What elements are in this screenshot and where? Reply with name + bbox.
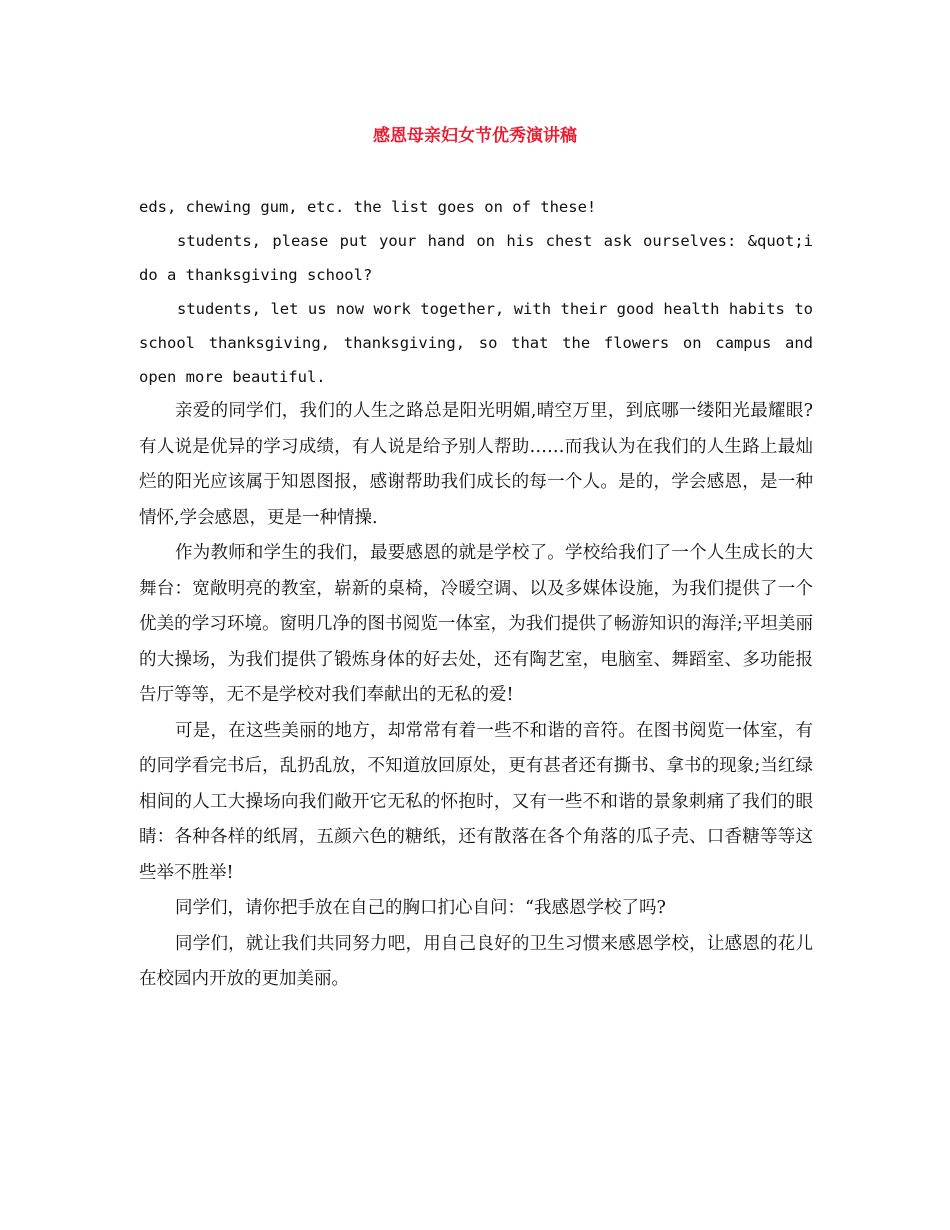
paragraph-english-2: students, please put your hand on his chest ask ourselves: &quot;i do a thanksgiving school? (139, 232, 813, 284)
paragraph-chinese-5: 同学们，就让我们共同努力吧，用自己良好的卫生习惯来感恩学校，让感恩的花儿在校园内开放的更加美丽。 (139, 933, 813, 989)
document-body (139, 190, 813, 998)
paragraph-chinese-4: 同学们，请你把手放在自己的胸口扪心自问：“我感恩学校了吗? (175, 898, 666, 918)
paragraph-english-3: students, let us now work together, with their good health habits to school thanksgiving, thanksgiving, so that the flowers on campus and open more beautiful. (139, 300, 813, 386)
paragraph-english-1: eds, chewing gum, etc. the list goes on of these! (139, 198, 597, 216)
paragraph-chinese-3: 可是，在这些美丽的地方，却常常有着一些不和谐的音符。在图书阅览一体室，有的同学看完书后，乱扔乱放，不知道放回原处，更有甚者还有撕书、拿书的现象;当红绿相间的人工大操场向我们敞开它无私的怀抱时，又有一些不和谐的景象刺痛了我们的眼睛：各种各样的纸屑，五颜六色的糖纸，还有散落在各个角落的瓜子壳、口香糖等等这些举不胜举! (139, 720, 813, 883)
paragraph-chinese-2: 作为教师和学生的我们，最要感恩的就是学校了。学校给我们了一个人生成长的大舞台：宽敞明亮的教室，崭新的桌椅，冷暖空调、以及多媒体设施，为我们提供了一个优美的学习环境。窗明几净的图书阅览一体室，为我们提供了畅游知识的海洋;平坦美丽的大操场，为我们提供了锻炼身体的好去处，还有陶艺室，电脑室、舞蹈室、多功能报告厅等等，无不是学校对我们奉献出的无私的爱! (139, 543, 813, 705)
paragraph-chinese-1: 亲爱的同学们，我们的人生之路总是阳光明媚,晴空万里，到底哪一缕阳光最耀眼?有人说是优异的学习成绩，有人说是给予别人帮助……而我认为在我们的人生路上最灿烂的阳光应该属于知恩图报，感谢帮助我们成长的每一个人。是的，学会感恩，是一种情怀,学会感恩，更是一种情操. (139, 401, 813, 528)
document-title: 感恩母亲妇女节优秀演讲稿 (373, 126, 577, 146)
